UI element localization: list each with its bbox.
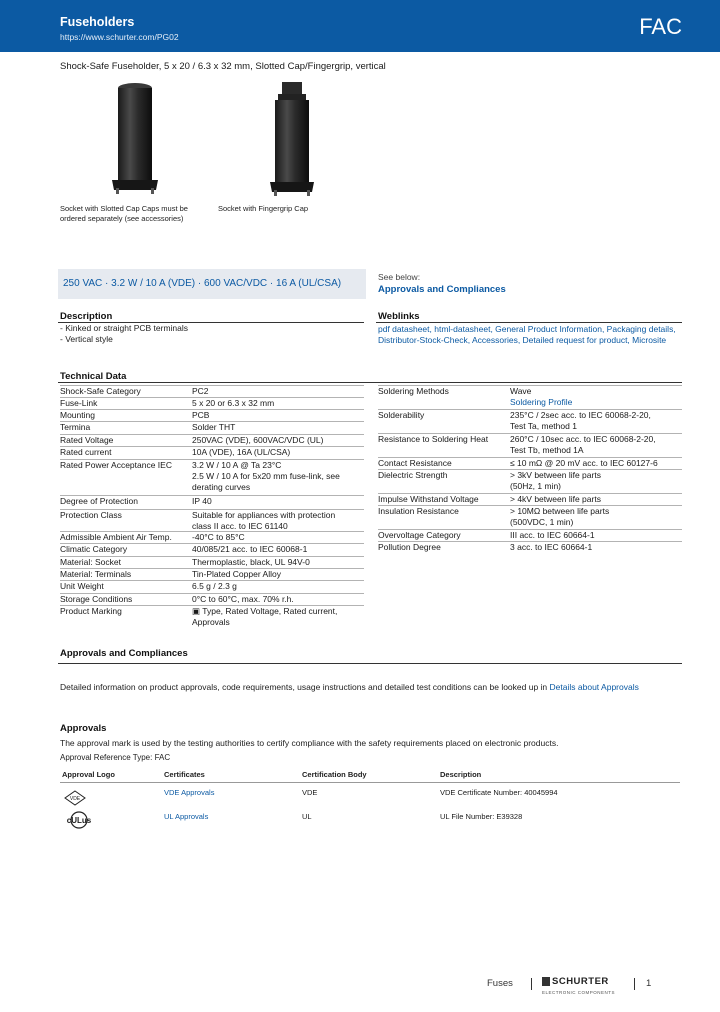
tech-row — [60, 446, 364, 458]
tech-label: Product Marking — [60, 606, 122, 616]
divider — [376, 322, 682, 323]
vde-body: VDE — [302, 788, 318, 797]
tech-label: Termina — [60, 422, 91, 432]
tech-label: Rated current — [60, 447, 112, 457]
tech-value-line: > 4kV between life parts — [510, 494, 601, 504]
tech-value — [192, 581, 237, 592]
divider — [58, 663, 682, 664]
image-caption-slotted: Socket with Slotted Cap Caps must be ordered separately (see accessories) — [60, 204, 188, 223]
tech-value — [510, 434, 656, 456]
technical-table-right — [378, 385, 682, 585]
tech-value-line: 250VAC (VDE), 600VAC/VDC (UL) — [192, 435, 324, 445]
tech-row — [378, 541, 682, 553]
tech-row — [60, 397, 364, 409]
header-bar — [0, 0, 720, 52]
tech-label: Material: Socket — [60, 557, 121, 567]
approvals-title: Approvals — [60, 723, 107, 734]
tech-value-line: -40°C to 85°C — [192, 532, 245, 542]
tech-value — [510, 458, 658, 469]
ul-certificate-link[interactable]: UL Approvals — [164, 812, 209, 821]
tech-value — [192, 532, 245, 543]
tech-row — [60, 495, 364, 507]
weblinks-list[interactable]: pdf datasheet, html-datasheet, General Product Information, Packaging details, Distributor-Stock-Check, Accessories, Detailed request for product, Microsite — [378, 324, 676, 345]
tech-value-line: ▣ Type, Rated Voltage, Rated current, — [192, 606, 338, 616]
tech-row — [378, 385, 682, 408]
tech-value — [192, 496, 212, 507]
divider — [531, 978, 532, 990]
ul-logo-icon — [62, 810, 108, 830]
tech-row — [378, 433, 682, 456]
tech-value-line: 3 acc. to IEC 60664-1 — [510, 542, 593, 552]
tech-value-line: Tin-Plated Copper Alloy — [192, 569, 281, 579]
ul-description: UL File Number: E39328 — [440, 812, 523, 821]
tech-label: Contact Resistance — [378, 458, 452, 468]
tech-label: Admissible Ambient Air Temp. — [60, 532, 172, 542]
tech-label: Unit Weight — [60, 581, 104, 591]
ul-body: UL — [302, 812, 312, 821]
approvals-text: The approval mark is used by the testing authorities to certify compliance with the safety requirements placed on electronic products. — [60, 738, 559, 748]
approvals-compliances-title: Approvals and Compliances — [60, 648, 188, 659]
vde-logo-text: VDE — [69, 796, 81, 802]
tech-row — [378, 505, 682, 528]
col-header-description: Description — [440, 770, 482, 779]
tech-row — [378, 469, 682, 492]
tech-value-line: 6.5 g / 2.3 g — [192, 581, 237, 591]
tech-row — [378, 493, 682, 505]
page-number: 1 — [646, 978, 652, 989]
tech-value-line: 235°C / 2sec acc. to IEC 60068-2-20, — [510, 410, 651, 420]
tech-value-line: (500VDC, 1 min) — [510, 517, 574, 527]
tech-row — [60, 593, 364, 605]
approvals-compliances-text — [60, 682, 670, 693]
tech-value-line: 0°C to 60°C, max. 70% r.h. — [192, 594, 294, 604]
vde-description: VDE Certificate Number: 40045994 — [440, 788, 558, 797]
tech-row — [60, 409, 364, 421]
rating-box — [58, 269, 366, 299]
tech-row — [378, 409, 682, 432]
tech-label: Storage Conditions — [60, 594, 133, 604]
tech-value — [192, 447, 290, 458]
description-item: - Vertical style — [60, 334, 113, 344]
tech-row — [60, 543, 364, 555]
tech-row — [60, 580, 364, 592]
tech-value-line: class II acc. to IEC 61140 — [192, 521, 288, 531]
tech-value-line: III acc. to IEC 60664-1 — [510, 530, 595, 540]
product-subtitle: Shock-Safe Fuseholder, 5 x 20 / 6.3 x 32 mm, Slotted Cap/Fingergrip, vertical — [60, 61, 386, 72]
tech-value-line: Solder THT — [192, 422, 236, 432]
tech-row — [60, 421, 364, 433]
tech-value — [510, 542, 592, 553]
footer-brand: SCHURTER — [552, 976, 609, 987]
tech-label: Mounting — [60, 410, 95, 420]
tech-value-line: 3.2 W / 10 A @ Ta 23°C — [192, 460, 282, 470]
tech-label: Resistance to Soldering Heat — [378, 434, 489, 444]
tech-label: Insulation Resistance — [378, 506, 459, 516]
tech-value-line: ≤ 10 mΩ @ 20 mV acc. to IEC 60127-6 — [510, 458, 658, 468]
tech-row — [60, 459, 364, 493]
approvals-compliances-body: Detailed information on product approvals, code requirements, usage instructions and detailed test conditions can be looked up in — [60, 682, 548, 692]
technical-title: Technical Data — [60, 371, 127, 382]
tech-row — [60, 568, 364, 580]
divider — [58, 382, 682, 383]
tech-value — [192, 398, 274, 409]
approvals-table — [60, 770, 680, 840]
tech-value — [192, 557, 310, 568]
tech-row — [378, 529, 682, 541]
tech-value-line: PCB — [192, 410, 210, 420]
tech-row — [60, 531, 364, 543]
tech-value-line: Test Ta, method 1 — [510, 421, 577, 431]
tech-label: Impulse Withstand Voltage — [378, 494, 479, 504]
ul-logo-text: cULus — [66, 816, 92, 825]
tech-value — [192, 510, 335, 532]
tech-row — [378, 457, 682, 469]
col-header-logo: Approval Logo — [62, 770, 115, 779]
tech-value — [510, 470, 601, 492]
tech-value-line: 10A (VDE), 16A (UL/CSA) — [192, 447, 291, 457]
tech-label: Rated Power Acceptance IEC — [60, 460, 172, 470]
tech-value-line: 40/085/21 acc. to IEC 60068-1 — [192, 544, 308, 554]
schurter-logo-icon — [542, 977, 550, 986]
tech-label: Solderability — [378, 410, 425, 420]
image-caption-fingergrip: Socket with Fingergrip Cap — [218, 204, 309, 213]
weblinks-title: Weblinks — [378, 311, 420, 322]
tech-row — [60, 434, 364, 446]
tech-label: Dielectric Strength — [378, 470, 448, 480]
tech-value — [192, 410, 209, 421]
tech-row — [60, 605, 364, 628]
tech-value-line: Thermoplastic, black, UL 94V-0 — [192, 557, 310, 567]
tech-row — [60, 556, 364, 568]
col-header-body: Certification Body — [302, 770, 367, 779]
divider — [60, 782, 680, 783]
description-title: Description — [60, 311, 113, 322]
tech-label: Overvoltage Category — [378, 530, 461, 540]
tech-value — [192, 606, 337, 628]
tech-value-line: > 10MΩ between life parts — [510, 506, 610, 516]
tech-label: Shock-Safe Category — [60, 386, 141, 396]
technical-table-left — [60, 385, 364, 645]
tech-value — [510, 530, 595, 541]
tech-label: Climatic Category — [60, 544, 128, 554]
tech-value-line: (50Hz, 1 min) — [510, 481, 562, 491]
divider — [634, 978, 635, 990]
tech-value — [192, 422, 235, 433]
vde-logo-icon — [64, 790, 86, 806]
tech-label: Protection Class — [60, 510, 122, 520]
tech-value-line: Wave — [510, 386, 532, 396]
product-image-fingergrip-cap — [262, 80, 322, 200]
tech-value-line: > 3kV between life parts — [510, 470, 601, 480]
tech-value — [510, 410, 651, 432]
tech-value-line: Suitable for appliances with protection — [192, 510, 336, 520]
header-title: Fuseholders — [60, 15, 135, 29]
tech-value-line: derating curves — [192, 482, 251, 492]
tech-value — [192, 544, 307, 555]
tech-value-line: Approvals — [192, 617, 230, 627]
tech-value-line: 2.5 W / 10 A for 5x20 mm fuse-link, see — [192, 471, 340, 481]
tech-value — [192, 460, 340, 493]
tech-value — [192, 386, 209, 397]
rating-text: 250 VAC · 3.2 W / 10 A (VDE) · 600 VAC/VDC · 16 A (UL/CSA) — [63, 278, 342, 289]
product-code: FAC — [639, 14, 682, 39]
tech-value — [192, 594, 294, 605]
tech-value — [192, 569, 281, 580]
tech-value — [192, 435, 323, 446]
see-below-label: See below: — [378, 272, 421, 282]
tech-value — [510, 506, 609, 528]
product-image-slotted-cap — [100, 80, 170, 200]
tech-value-line: IP 40 — [192, 496, 212, 506]
tech-label: Pollution Degree — [378, 542, 441, 552]
header-url[interactable]: https://www.schurter.com/PG02 — [60, 32, 179, 42]
description-item: - Kinked or straight PCB terminals — [60, 323, 189, 333]
details-approvals-link[interactable]: Details about Approvals — [549, 682, 639, 692]
vde-certificate-link[interactable]: VDE Approvals — [164, 788, 215, 797]
tech-value-line: 260°C / 10sec acc. to IEC 60068-2-20, — [510, 434, 656, 444]
tech-value-line: Test Tb, method 1A — [510, 445, 584, 455]
tech-label: Material: Terminals — [60, 569, 132, 579]
tech-label: Degree of Protection — [60, 496, 138, 506]
tech-value-line: PC2 — [192, 386, 209, 396]
approvals-link[interactable]: Approvals and Compliances — [378, 284, 506, 295]
tech-value — [510, 494, 601, 505]
tech-value — [510, 386, 572, 408]
tech-label: Rated Voltage — [60, 435, 114, 445]
tech-label: Fuse-Link — [60, 398, 98, 408]
tech-row — [60, 509, 364, 532]
tech-row — [60, 385, 364, 397]
soldering-profile-link[interactable]: Soldering Profile — [510, 397, 573, 407]
tech-label: Soldering Methods — [378, 386, 449, 396]
col-header-certificates: Certificates — [164, 770, 205, 779]
footer-tagline: ELECTRONIC COMPONENTS — [542, 990, 616, 995]
tech-value-line: 5 x 20 or 6.3 x 32 mm — [192, 398, 275, 408]
approval-reference: Approval Reference Type: FAC — [60, 753, 171, 762]
footer-section: Fuses — [487, 978, 513, 989]
